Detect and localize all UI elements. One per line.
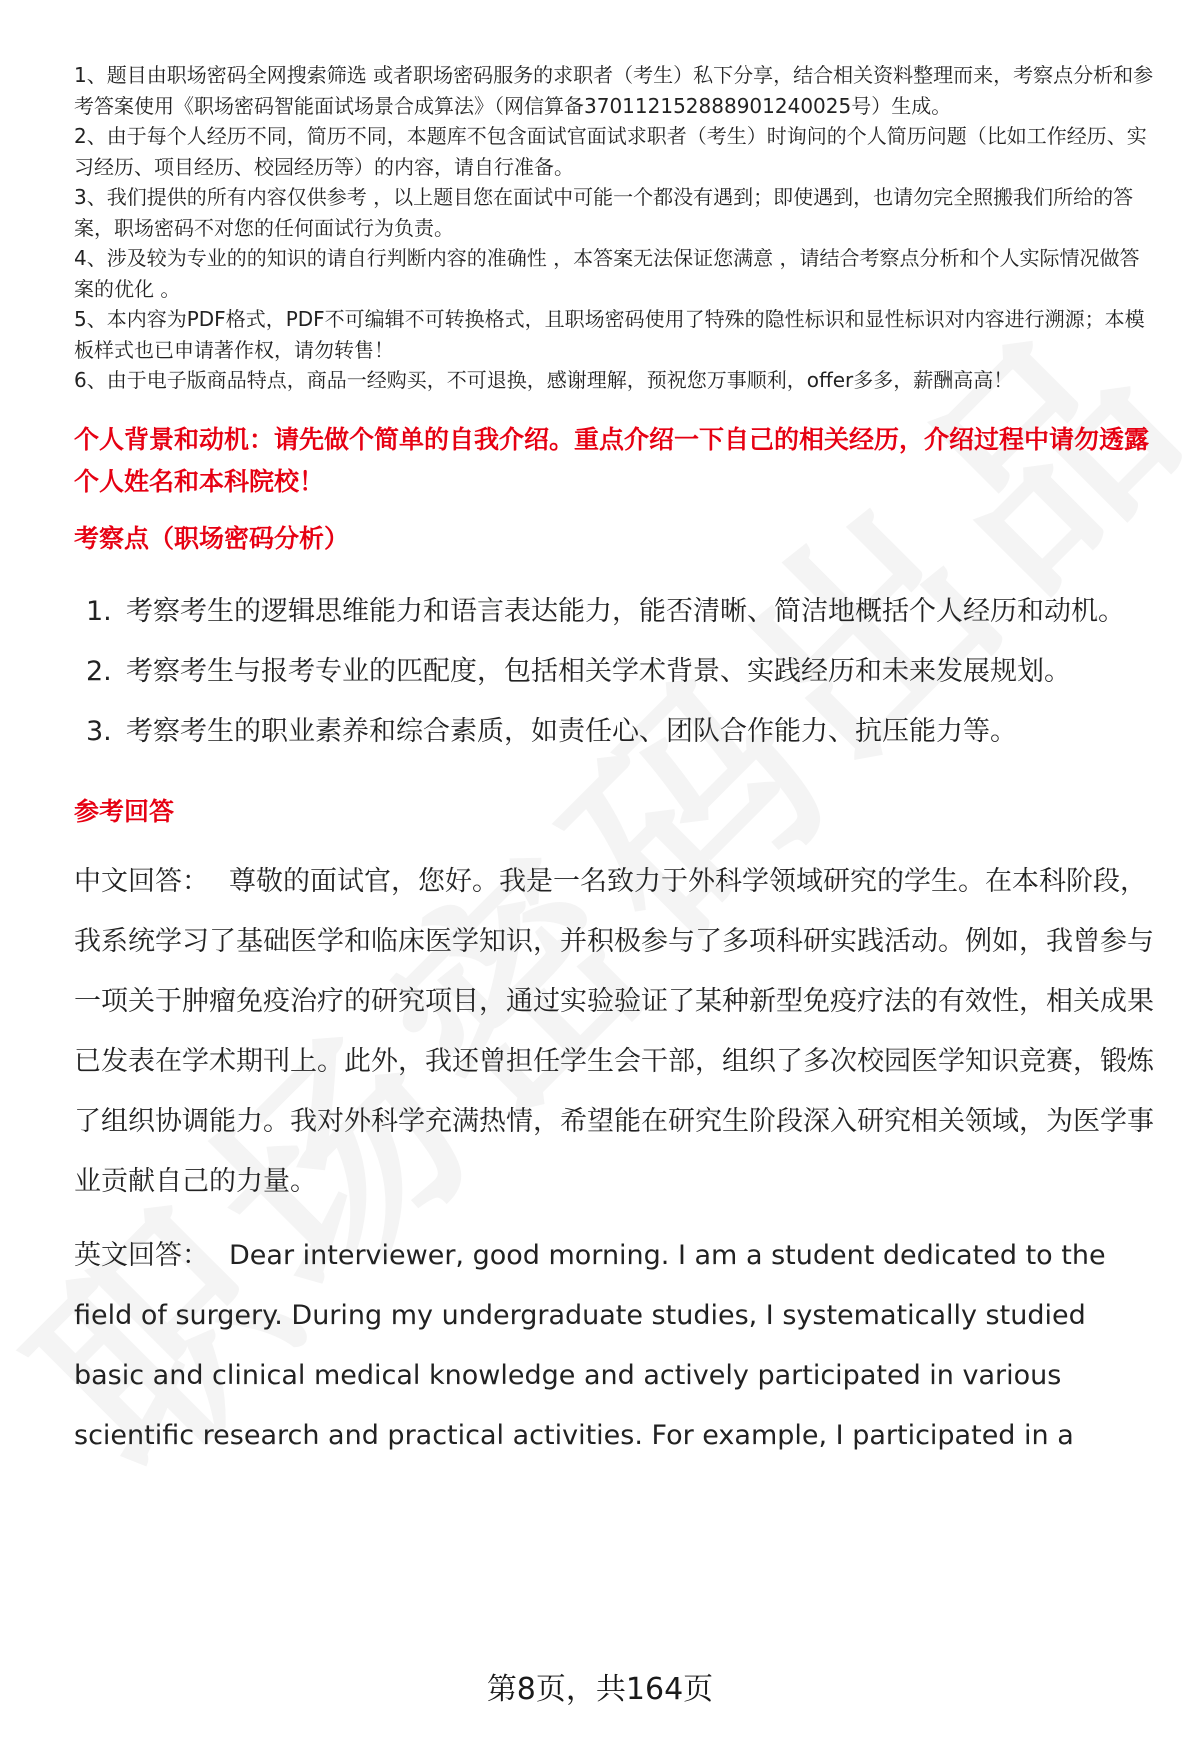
point-number: 3. (86, 715, 112, 747)
analysis-point (74, 582, 1154, 642)
analysis-title: 考察点（职场密码分析） (74, 523, 350, 553)
disclaimer-note: 6、由于电子版商品特点，商品一经购买，不可退换，感谢理解，预祝您万事顺利，offer多多，薪酬高高！ (74, 368, 1014, 392)
analysis-point (74, 642, 1154, 702)
disclaimer-note: 4、涉及较为专业的的知识的请自行判断内容的准确性 ，本答案无法保证您满意 ，请结合考察点分析和个人实际情况做答案的优化 。 (74, 246, 1140, 301)
analysis-point (74, 702, 1154, 762)
english-answer-label: 英文回答： (74, 1239, 209, 1271)
point-text: 考察考生与报考专业的匹配度，包括相关学术背景、实践经历和未来发展规划。 (126, 655, 1071, 687)
disclaimer-note: 3、我们提供的所有内容仅供参考 ，以上题目您在面试中可能一个都没有遇到；即使遇到，也请勿完全照搬我们所给的答案，职场密码不对您的任何面试行为负责。 (74, 185, 1134, 240)
chinese-answer-text: 尊敬的面试官，您好。我是一名致力于外科学领域研究的学生。在本科阶段，我系统学习了基础医学和临床医学知识，并积极参与了多项科研实践活动。例如，我曾参与一项关于肿瘤免疫治疗的研究项目，通过实验验证了某种新型免疫疗法的有效性，相关成果已发表在学术期刊上。此外，我还曾担任学生会干部，组织了多次校园医学知识竞赛，锻炼了组织协调能力。我对外科学充满热情，希望能在研究生阶段深入研究相关领域，为医学事业贡献自己的力量。 (74, 865, 1154, 1197)
question-heading: 个人背景和动机：请先做个简单的自我介绍。重点介绍一下自己的相关经历，介绍过程中请勿透露个人姓名和本科院校！ (74, 424, 1150, 496)
point-number: 2. (86, 655, 112, 687)
analysis-points-list (74, 582, 1154, 762)
point-text: 考察考生的逻辑思维能力和语言表达能力，能否清晰、简洁地概括个人经历和动机。 (126, 595, 1125, 627)
disclaimer-notes (74, 60, 1154, 396)
chinese-answer (74, 852, 1154, 1212)
english-answer (74, 1226, 1154, 1466)
point-number: 1. (86, 595, 112, 627)
point-text: 考察考生的职业素养和综合素质，如责任心、团队合作能力、抗压能力等。 (126, 715, 1017, 747)
chinese-answer-label: 中文回答： (74, 865, 209, 897)
document-page (74, 60, 1154, 1466)
disclaimer-note: 5、本内容为PDF格式，PDF不可编辑不可转换格式，且职场密码使用了特殊的隐性标识和显性标识对内容进行溯源；本模板样式也已申请著作权，请勿转售！ (74, 307, 1145, 362)
disclaimer-note: 2、由于每个人经历不同，简历不同，本题库不包含面试官面试求职者（考生）时询问的个人简历问题（比如工作经历、实习经历、项目经历、校园经历等）的内容，请自行准备。 (74, 124, 1147, 179)
disclaimer-note: 1、题目由职场密码全网搜索筛选 或者职场密码服务的求职者（考生）私下分享，结合相关资料整理而来，考察点分析和参考答案使用《职场密码智能面试场景合成算法》（网信算备370112152888901240025号）生成。 (74, 63, 1154, 118)
page-number: 第8页，共164页 (486, 1672, 714, 1707)
english-answer-text: Dear interviewer, good morning. I am a student dedicated to the field of surgery. During my undergraduate studies, I systematically studied basic and clinical medical knowledge and actively participated in various scientific research and practical activities. For example, I participated in a (74, 1239, 1106, 1451)
reference-title: 参考回答 (74, 796, 175, 826)
